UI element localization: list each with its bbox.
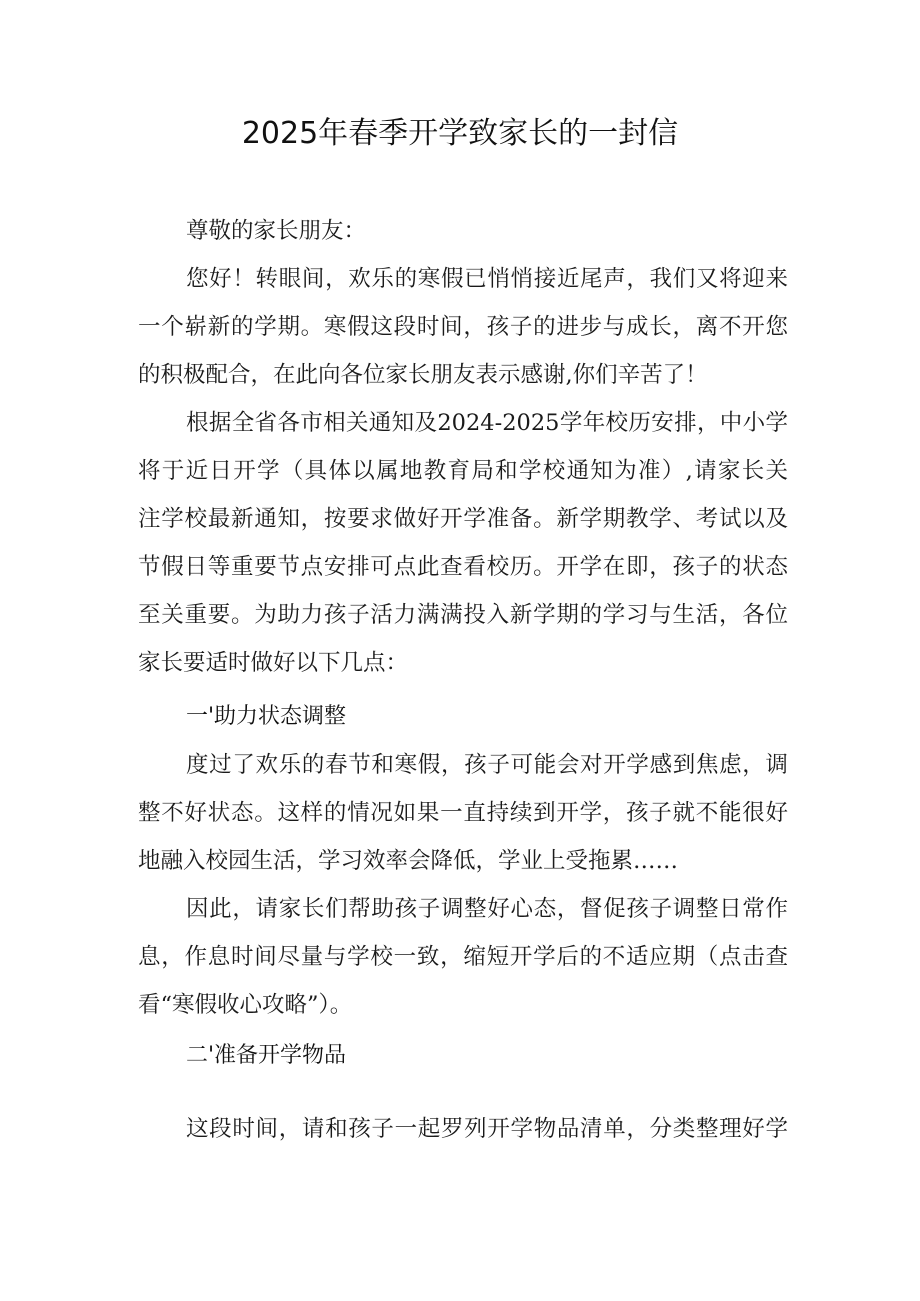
- section-heading-2: 二'准备开学物品: [186, 1043, 347, 1068]
- paragraph-line: 至关重要。为助力孩子活力满满投入新学期的学习与生活，各位: [138, 602, 788, 628]
- salutation: 尊敬的家长朋友：: [186, 218, 367, 244]
- document-title: 2025年春季开学致家长的一封信: [241, 116, 679, 151]
- paragraph-line: 因此，请家长们帮助孩子调整好心态，督促孩子调整日常作: [186, 896, 788, 922]
- paragraph-line: 将于近日开学（具体以属地教育局和学校通知为准）,请家长关: [138, 458, 788, 484]
- paragraph-line: 度过了欢乐的春节和寒假，孩子可能会对开学感到焦虑，调: [186, 752, 788, 778]
- paragraph-line: 节假日等重要节点安排可点此查看校历。开学在即，孩子的状态: [138, 554, 788, 580]
- paragraph-line: 地融入校园生活，学习效率会降低，学业上受拖累……: [138, 848, 679, 874]
- paragraph-line: 看“寒假收心攻略”）。: [138, 992, 353, 1018]
- section-heading-1: 一'助力状态调整: [186, 704, 347, 729]
- paragraph-line: 注学校最新通知，按要求做好开学准备。新学期教学、考试以及: [138, 506, 788, 532]
- paragraph-line: 一个崭新的学期。寒假这段时间，孩子的进步与成长，离不开您: [138, 314, 788, 340]
- paragraph-line: 整不好状态。这样的情况如果一直持续到开学，孩子就不能很好: [138, 800, 788, 826]
- paragraph-line: 您好！转眼间，欢乐的寒假已悄悄接近尾声，我们又将迎来: [186, 266, 788, 292]
- paragraph-line: 这段时间，请和孩子一起罗列开学物品清单，分类整理好学: [186, 1116, 788, 1142]
- paragraph-line: 根据全省各市相关通知及2024-2025学年校历安排，中小学: [186, 410, 788, 436]
- paragraph-line: 的积极配合，在此向各位家长朋友表示感谢,你们辛苦了！: [138, 362, 708, 388]
- paragraph-line: 家长要适时做好以下几点：: [138, 650, 409, 676]
- paragraph-line: 息，作息时间尽量与学校一致，缩短开学后的不适应期（点击查: [138, 944, 788, 970]
